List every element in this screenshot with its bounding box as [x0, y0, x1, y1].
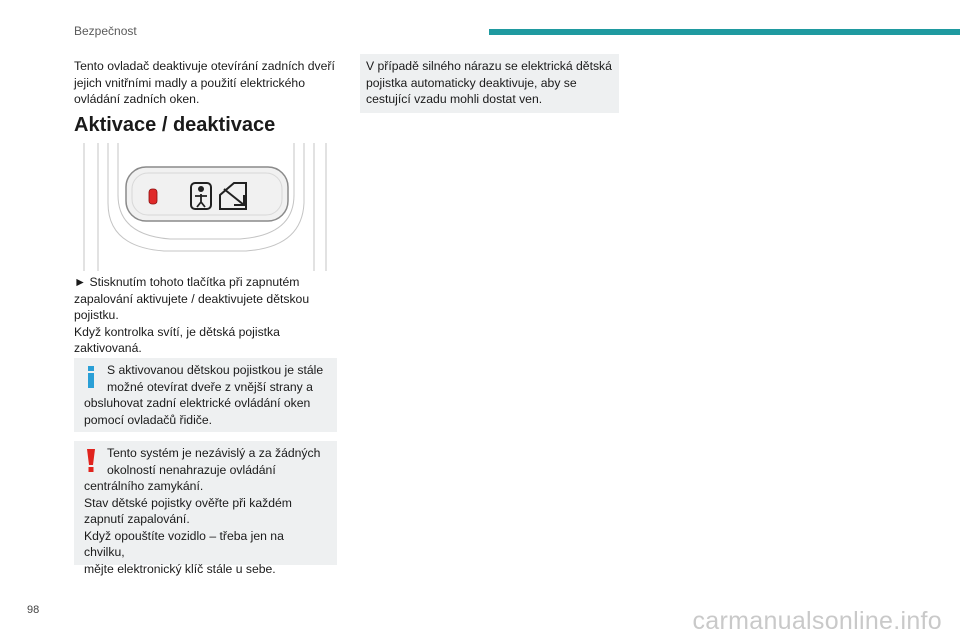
info-lead-text: S aktivovanou dětskou pojistkou je stále možné otevírat dveře z vnější strany a — [107, 363, 324, 394]
warning-rest-text: centrálního zamykání. Stav dětské pojistky ověřte při každém zapnutí zapalování. Když opouštíte vozidlo – třeba jen na chvilku, mějte elektronický klíč stále u sebe. — [84, 479, 292, 576]
watermark: carmanualsonline.info — [692, 607, 942, 635]
intro-paragraph: Tento ovladač deaktivuje otevírání zadních dveří jejich vnitřními madly a použití elektrického ovládání zadních oken. — [74, 59, 335, 106]
child-lock-button-illustration — [74, 143, 336, 271]
section-label: Bezpečnost — [74, 24, 137, 38]
section-heading: Aktivace / deaktivace — [74, 114, 276, 136]
indicator-led-icon — [149, 189, 157, 204]
header-accent-bar — [489, 29, 960, 35]
warning-box — [74, 441, 337, 576]
crash-note-box — [360, 54, 619, 113]
info-box — [74, 358, 337, 432]
page-number: 98 — [27, 604, 40, 616]
warning-lead-text: Tento systém je nezávislý a za žádných okolností nenahrazuje ovládání — [107, 446, 321, 477]
step-paragraph: ► Stisknutím tohoto tlačítka při zapnutém zapalování aktivujete / deaktivujete dětskou pojistku. Když kontrolka svítí, je dětská pojistka zaktivovaná. — [74, 275, 310, 355]
info-icon — [86, 366, 96, 388]
crash-note-text: V případě silného nárazu se elektrická dětská pojistka automaticky deaktivuje, aby se cestující vzadu mohli dostat ven. — [366, 59, 612, 106]
info-rest-text: obsluhovat zadní elektrické ovládání oken pomocí ovladačů řidiče. — [84, 396, 311, 427]
warning-icon — [86, 449, 96, 473]
